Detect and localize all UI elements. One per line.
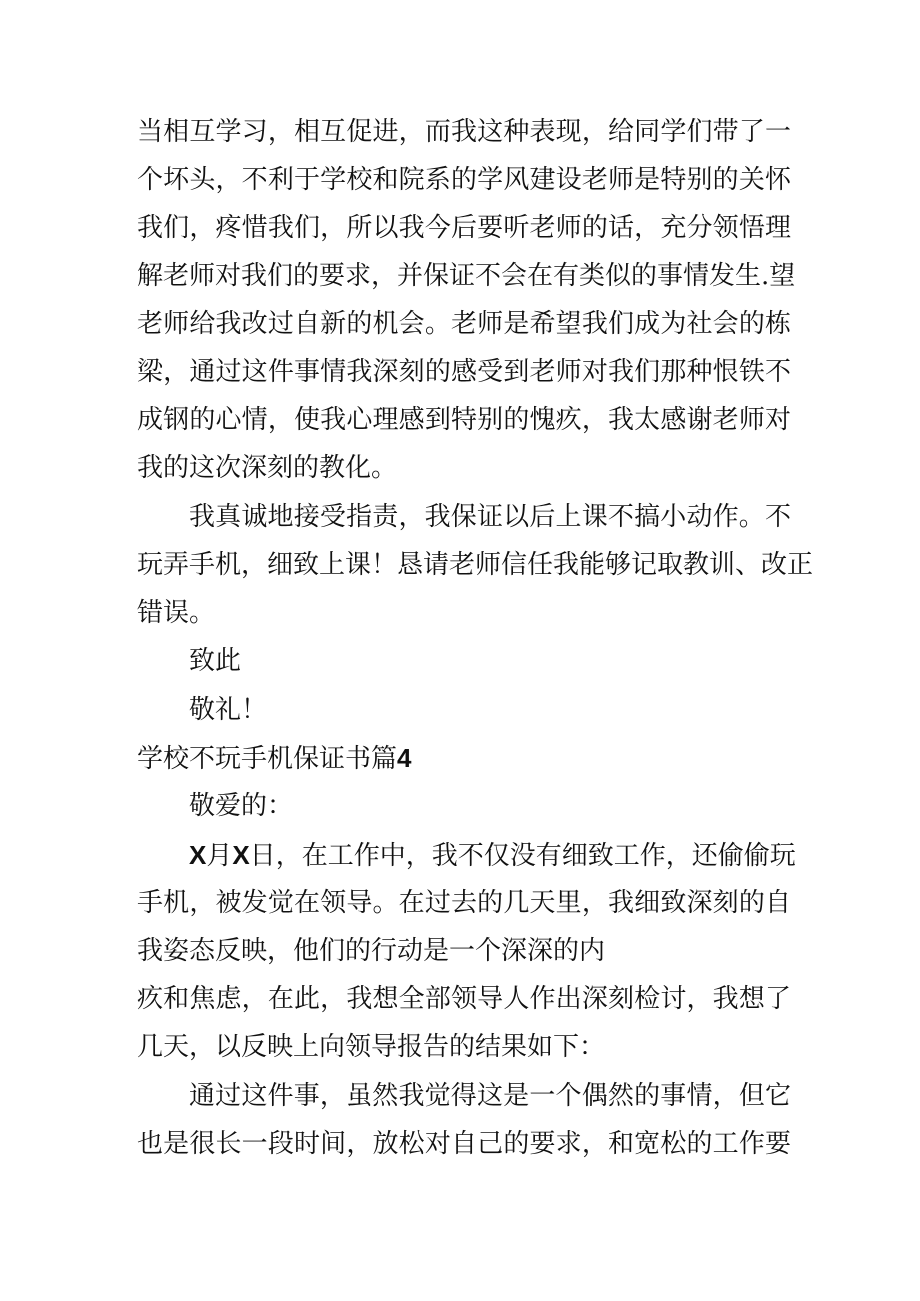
paragraph-3-line-1: [189, 840, 796, 871]
paragraph-3-line-3: 我姿态反映，他们的行动是一个深深的内: [137, 936, 606, 966]
paragraph-1-line-8: 我的这次深刻的教化。: [137, 453, 398, 483]
paragraph-1-line-6: 梁，通过这件事情我深刻的感受到老师对我们那种恨铁不: [137, 357, 791, 387]
paragraph-4-line-1: 通过这件事，虽然我觉得这是一个偶然的事情，但它: [189, 1081, 791, 1111]
paragraph-1-line-4: 解老师对我们的要求，并保证不会在有类似的事情发生.望: [137, 261, 796, 291]
paragraph-3-line-5: 几天，以反映上向领导报告的结果如下：: [137, 1032, 606, 1062]
paragraph-1-line-1: 当相互学习，相互促进，而我这种表现，给同学们带了一: [137, 117, 791, 147]
paragraph-2-line-3: 错误。: [137, 598, 216, 628]
paragraph-3-line-2: 手机，被发觉在领导。在过去的几天里，我细致深刻的自: [137, 888, 791, 918]
paragraph-2-line-1: 我真诚地接受指责，我保证以后上课不搞小动作。不: [189, 502, 791, 532]
paragraph-2-line-2: 玩弄手机，细致上课！恳请老师信任我能够记取教训、改正: [137, 550, 814, 580]
closing-jingli: 敬礼！: [189, 695, 268, 725]
paragraph-3-line-4: 疚和焦虑，在此，我想全部领导人作出深刻检讨，我想了: [137, 984, 791, 1014]
closing-zhici: 致此: [189, 646, 242, 676]
paragraph-1-line-2: 个坏头，不利于学校和院系的学风建设老师是特别的关怀: [137, 165, 791, 195]
month-label: 月: [206, 841, 233, 871]
section-title-text: 学校不玩手机保证书篇: [137, 744, 398, 774]
section-title: [137, 743, 411, 774]
section-title-number: 4: [397, 743, 412, 773]
paragraph-1-line-5: 老师给我改过自新的机会。老师是希望我们成为社会的栋: [137, 309, 791, 339]
paragraph-1-line-7: 成钢的心情，使我心理感到特别的愧疚，我太感谢老师对: [137, 405, 791, 435]
day-placeholder: X: [232, 840, 250, 870]
paragraph-3-line-1-rest: 日，在工作中，我不仅没有细致工作，还偷偷玩: [249, 841, 796, 871]
salutation: 敬爱的：: [189, 791, 294, 821]
paragraph-1-line-3: 我们，疼惜我们，所以我今后要听老师的话，充分领悟理: [137, 213, 791, 243]
paragraph-4-line-2: 也是很长一段时间，放松对自己的要求，和宽松的工作要: [137, 1129, 791, 1159]
month-placeholder: X: [189, 840, 207, 870]
